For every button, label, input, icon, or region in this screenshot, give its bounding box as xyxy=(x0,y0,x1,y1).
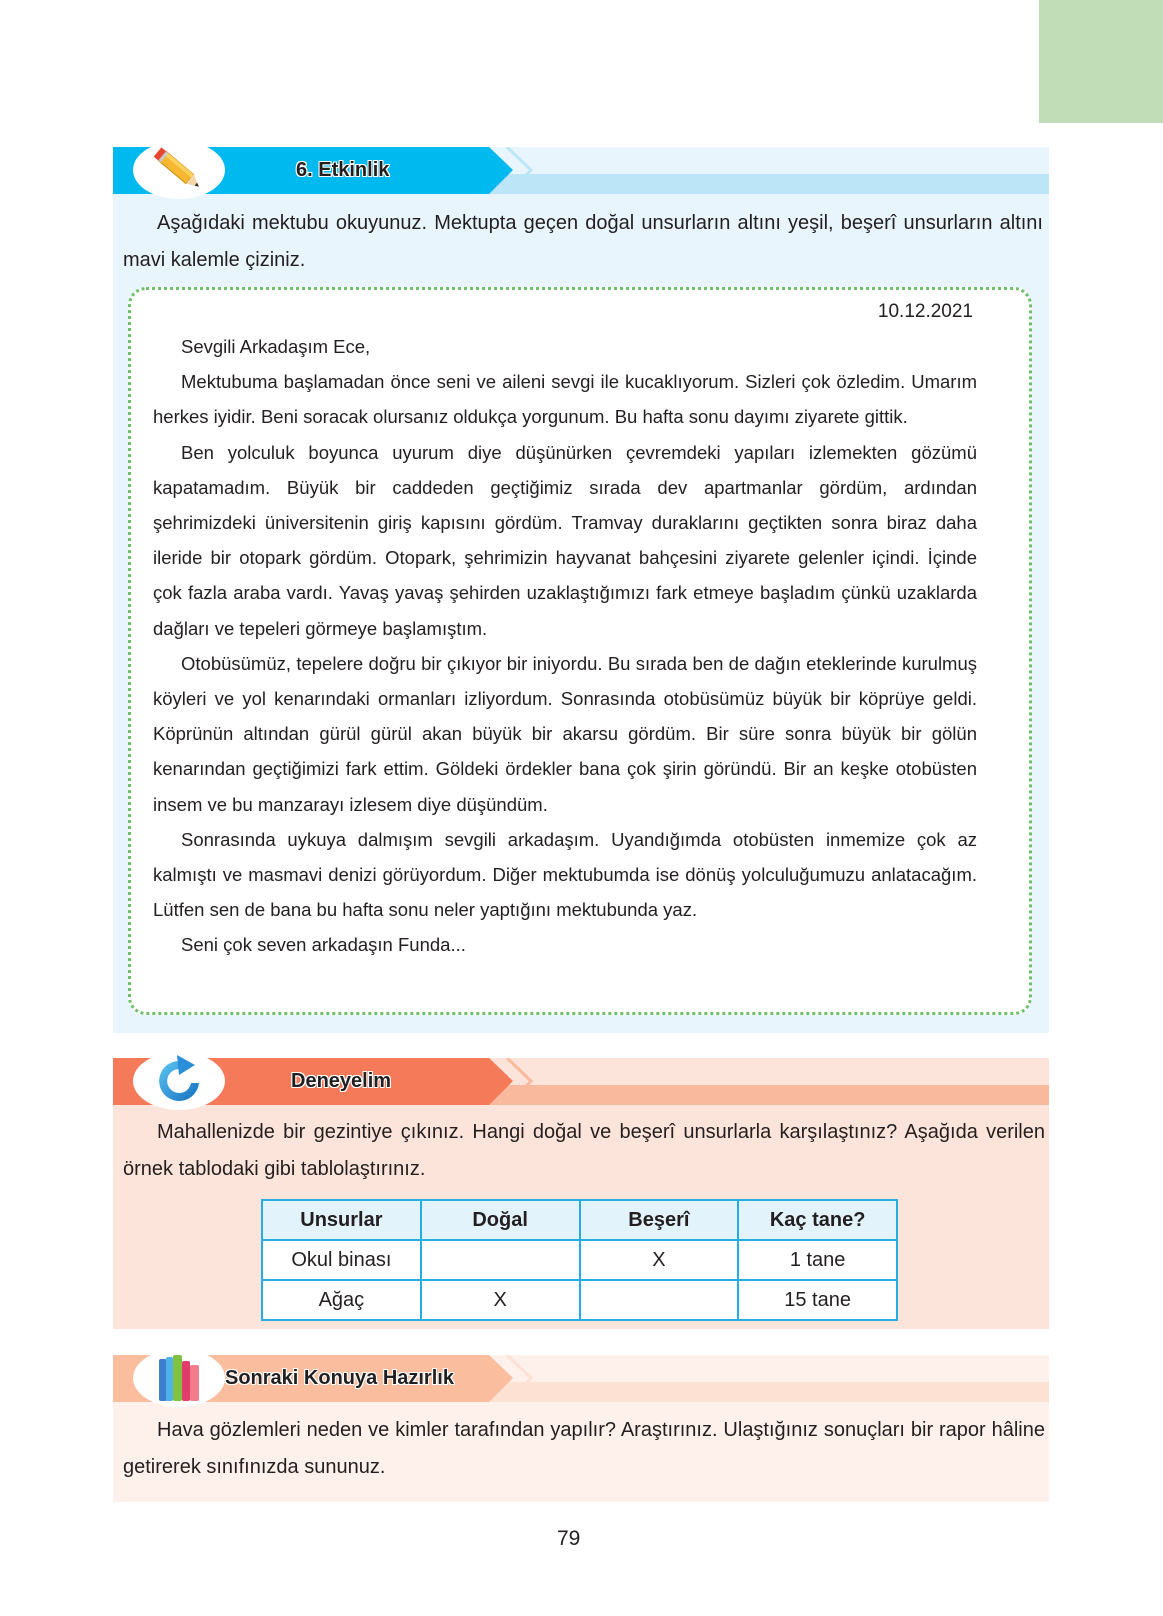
table-cell: Ağaç xyxy=(262,1280,421,1320)
letter-signature: Seni çok seven arkadaşın Funda... xyxy=(181,934,466,956)
table-cell xyxy=(421,1240,580,1280)
table-header-cell: Beşerî xyxy=(580,1200,739,1240)
refresh-arrow-icon xyxy=(133,1052,225,1110)
table-cell: 15 tane xyxy=(738,1280,897,1320)
books-icon xyxy=(133,1349,225,1407)
table-cell: X xyxy=(580,1240,739,1280)
table-cell: X xyxy=(421,1280,580,1320)
next-topic-header xyxy=(113,1355,1049,1402)
table-row xyxy=(262,1240,897,1280)
table-header-cell: Kaç tane? xyxy=(738,1200,897,1240)
letter-paragraph: Otobüsümüz, tepelere doğru bir çıkıyor bir iniyordu. Bu sırada ben de dağın eteklerinde kurulmuş köyleri ve yol kenarındaki ormanları izliyordum. Sonrasında otobüsümüz büyük bir köprüye geldi. Köprünün altından gürül gürül akan büyük bir akarsu gördüm. Bir süre sonra büyük bir gölün kenarından geçtiğimizi fark ettim. Göldeki ördekler bana çok şirin göründü. Bir an keşke otobüsten insem ve bu manzarayı izlesem diye düşündüm. xyxy=(153,652,977,815)
chapter-corner-tab xyxy=(1039,0,1163,123)
experiment-title: Deneyelim xyxy=(291,1070,392,1092)
activity-title: 6. Etkinlik xyxy=(296,159,390,181)
example-table xyxy=(261,1199,898,1321)
letter-date: 10.12.2021 xyxy=(877,301,973,322)
letter-paragraph: Mektubuma başlamadan önce seni ve aileni sevgi ile kucaklıyorum. Sizleri çok özledim. Umarım herkes iyidir. Beni soracak olursanız oldukça yorgunum. Bu hafta sonu dayımı ziyarete gittik. xyxy=(153,371,977,428)
chevron-decoration xyxy=(505,147,535,194)
letter-box xyxy=(128,287,1032,1015)
activity-section xyxy=(113,147,1049,1033)
activity-header xyxy=(113,147,1049,194)
next-topic-instruction: Hava gözlemleri neden ve kimler tarafından yapılır? Araştırınız. Ulaştığınız sonuçları bir rapor hâline getirerek sınıfınızda sununuz. xyxy=(123,1419,1045,1478)
table-row xyxy=(262,1280,897,1320)
letter-paragraph: Sonrasında uykuya dalmışım sevgili arkadaşım. Uyandığımda otobüsten inmemize çok az kalmıştı ve masmavi denizi görüyordum. Diğer mektubumda ise dönüş yolculuğumuzu anlatacağım. Lütfen sen de bana bu hafta sonu neler yaptığını mektubunda yaz. xyxy=(153,828,977,921)
experiment-instruction: Mahallenizde bir gezintiye çıkınız. Hangi doğal ve beşerî unsurlarla karşılaştınız? Aşağıda verilen örnek tablodaki gibi tablolaştırınız. xyxy=(123,1121,1045,1180)
experiment-section xyxy=(113,1058,1049,1329)
next-topic-title: Sonraki Konuya Hazırlık xyxy=(225,1367,454,1389)
table-cell xyxy=(580,1280,739,1320)
letter-paragraph: Ben yolculuk boyunca uyurum diye düşünürken çevremdeki yapıları izlemekten gözümü kapatamadım. Büyük bir caddeden geçtiğimiz sırada dev apartmanlar gördüm, ardından şehrimizdeki üniversitenin giriş kapısını gördüm. Tramvay duraklarını geçtikten sonra biraz daha ileride bir otopark gördüm. Otopark, şehrimizin hayvanat bahçesini ziyarete gelenler içindi. İçinde çok fazla araba vardı. Yavaş yavaş şehirden uzaklaştığımızı fark etmeye başladım çünkü uzaklarda dağları ve tepeleri görmeye başlamıştım. xyxy=(153,441,977,639)
pencil-icon xyxy=(133,141,225,199)
table-header-cell: Doğal xyxy=(421,1200,580,1240)
chevron-decoration xyxy=(505,1058,535,1105)
table-cell: 1 tane xyxy=(738,1240,897,1280)
chevron-decoration xyxy=(505,1355,535,1402)
page-number: 79 xyxy=(557,1527,581,1550)
table-header-cell: Unsurlar xyxy=(262,1200,421,1240)
letter-content xyxy=(153,329,977,963)
letter-greeting: Sevgili Arkadaşım Ece, xyxy=(181,336,371,357)
next-topic-section xyxy=(113,1355,1049,1502)
table-cell: Okul binası xyxy=(262,1240,421,1280)
experiment-header xyxy=(113,1058,1049,1105)
activity-instruction: Aşağıdaki mektubu okuyunuz. Mektupta geçen doğal unsurların altını yeşil, beşerî unsurların altını mavi kalemle çiziniz. xyxy=(123,212,1043,271)
table-header-row xyxy=(262,1200,897,1240)
